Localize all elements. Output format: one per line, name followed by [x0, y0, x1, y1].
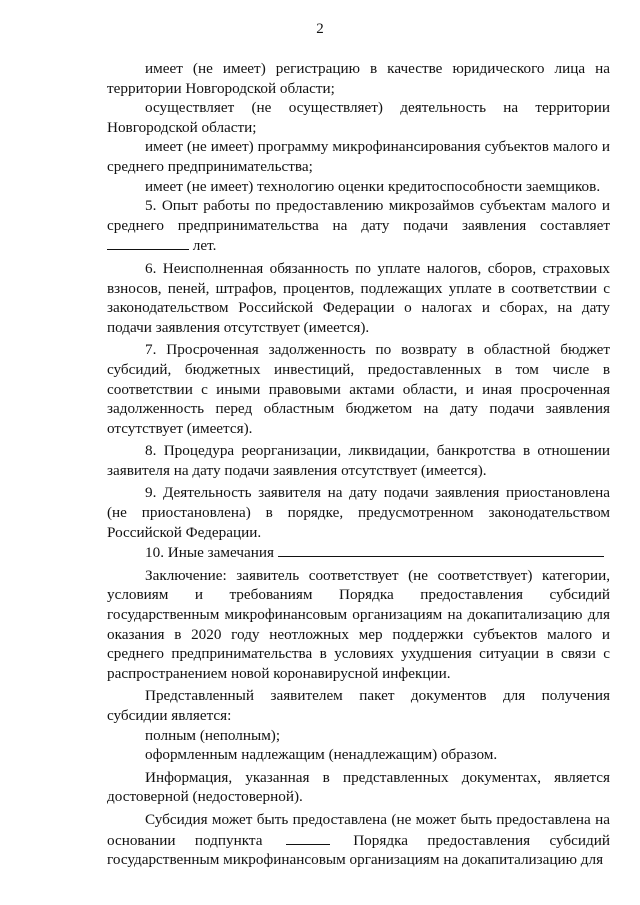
info-paragraph: Информация, указанная в представленных документах, является достоверной (недостоверной). [107, 768, 610, 806]
subsidy-text-after: Порядка предоставления субсидий государственным микрофинансовым организациям на докапитализацию для [107, 831, 610, 869]
document-body [107, 59, 610, 870]
criterion-activity: осуществляет (не осуществляет) деятельность на территории Новгородской области; [107, 99, 610, 136]
subsidy-paragraph [107, 810, 610, 870]
paragraph-5-suffix: лет. [189, 237, 217, 255]
package-full: полным (неполным); [145, 726, 281, 744]
page-number: 2 [316, 21, 324, 37]
subparagraph-blank-field [286, 830, 330, 845]
paragraph-5 [107, 196, 610, 256]
paragraph-6: 6. Неисполненная обязанность по уплате налогов, сборов, страховых взносов, пеней, штрафов, процентов, подлежащих уплате в соответствии с законодательством Российской Федерации о налогах и сборах, на дату подачи заявления отсутствует (имеется). [107, 259, 610, 336]
paragraph-7: 7. Просроченная задолженность по возврату в областной бюджет субсидий, бюджетных инвестиций, предоставленных в том числе в соответствии с иными правовыми актами области, и иная просроченная задолженность перед областным бюджетом на дату подачи заявления отсутствует (имеется). [107, 341, 610, 437]
package-form: оформленным надлежащим (ненадлежащим) образом. [145, 746, 498, 764]
package-paragraph: Представленный заявителем пакет документов для получения субсидии является: [107, 687, 610, 724]
criterion-program: имеет (не имеет) программу микрофинансирования субъектов малого и среднего предпринимательства; [107, 138, 610, 175]
paragraph-8: 8. Процедура реорганизации, ликвидации, банкротства в отношении заявителя на дату подачи заявления отсутствует (имеется). [107, 442, 610, 479]
paragraph-10 [107, 542, 610, 563]
criterion-registration: имеет (не имеет) регистрацию в качестве юридического лица на территории Новгородской области; [107, 60, 610, 97]
criterion-technology: имеет (не имеет) технологию оценки кредитоспособности заемщиков. [145, 177, 601, 195]
years-blank-field [107, 235, 189, 250]
paragraph-10-text: 10. Иные замечания [145, 544, 274, 562]
conclusion-paragraph: Заключение: заявитель соответствует (не соответствует) категории, условиям и требованиям Порядка предоставления субсидий государственным микрофинансовым организациям на докапитализацию для оказания в 2020 году неотложных мер поддержки субъектов малого и среднего предпринимательства в условиях ухудшения ситуации в связи с распространением новой коронавирусной инфекции. [107, 566, 610, 682]
subsidy-text-before: Субсидия может быть предоставлена (не может быть предоставлена на основании подпункта [107, 810, 610, 849]
remarks-blank-field [278, 542, 604, 557]
paragraph-9: 9. Деятельность заявителя на дату подачи заявления приостановлена (не приостановлена) в порядке, предусмотренном законодательством Российской Федерации. [107, 484, 610, 541]
paragraph-5-text: 5. Опыт работы по предоставлению микрозаймов субъектам малого и среднего предпринимательства на дату подачи заявления составляет [107, 197, 610, 234]
